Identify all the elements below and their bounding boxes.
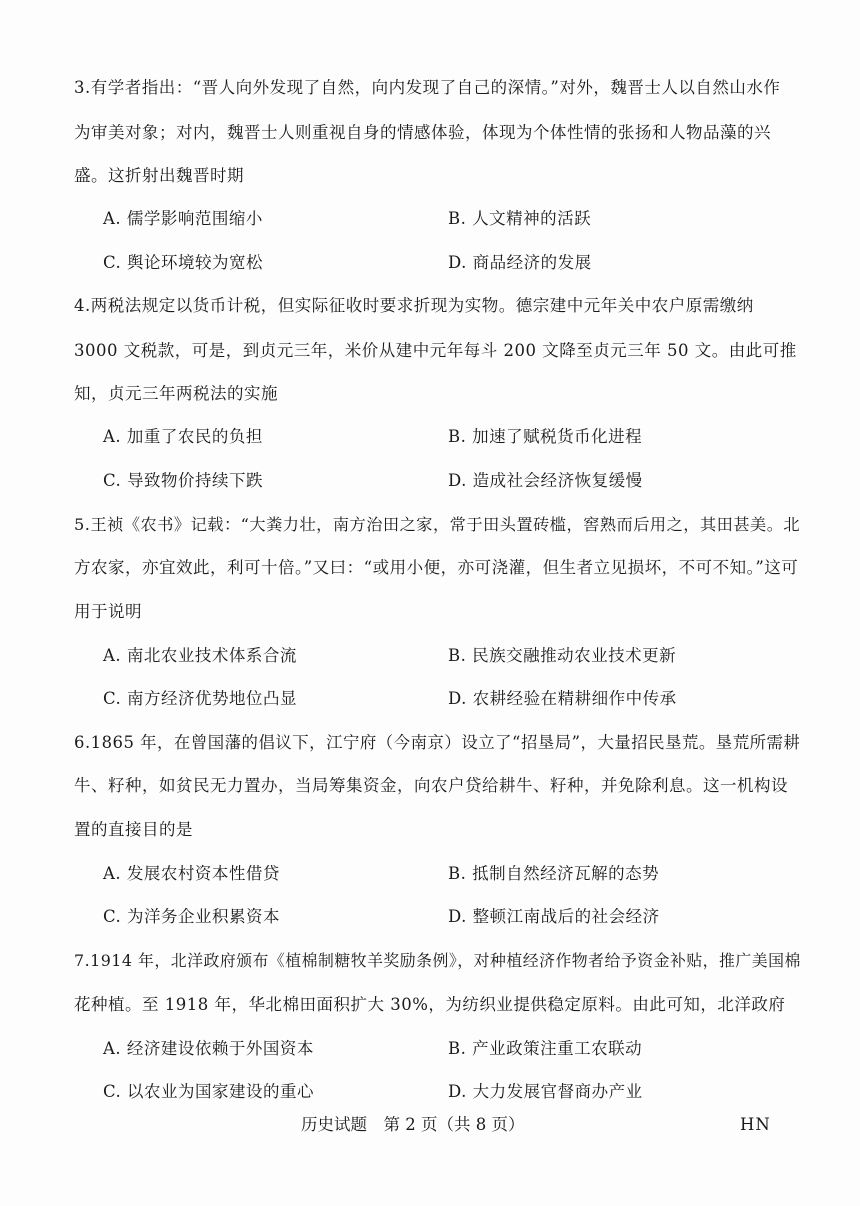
question-4-line-3: 知，贞元三年两税法的实施 (74, 384, 278, 403)
question-6-option-a: A. 发展农村资本性借贷 (103, 864, 280, 883)
question-7-option-c: C. 以农业为国家建设的重心 (103, 1082, 315, 1101)
question-3-option-b: B. 人文精神的活跃 (448, 209, 592, 228)
question-4-option-c: C. 导致物价持续下跌 (103, 471, 264, 490)
question-5-option-c: C. 南方经济优势地位凸显 (103, 689, 298, 708)
question-6-option-d: D. 整顿江南战后的社会经济 (448, 907, 660, 926)
question-7-line-1: 7.1914 年，北洋政府颁布《植棉制糖牧羊奖励条例》，对种植经济作物者给予资金补贴，推广美国棉 (74, 951, 801, 970)
question-6-option-b: B. 抵制自然经济瓦解的态势 (448, 864, 660, 883)
page-footer-label: 历史试题 第 2 页（共 8 页） (301, 1115, 525, 1134)
question-5-option-a: A. 南北农业技术体系合流 (103, 646, 297, 665)
question-6-line-2: 牛、籽种，如贫民无力置办，当局筹集资金，向农户贷给耕牛、籽种，并免除利息。这一机构设 (74, 776, 788, 795)
question-5-line-1: 5.王祯《农书》记载：“大粪力壮，南方治田之家，常于田头置砖槛，窖熟而后用之，其田甚美。北 (74, 515, 801, 534)
question-3-line-3: 盛。这折射出魏晋时期 (74, 166, 244, 185)
question-4-line-2: 3000 文税款，可是，到贞元三年，米价从建中元年每斗 200 文降至贞元三年 50 文。由此可推 (74, 341, 797, 360)
question-5-option-b: B. 民族交融推动农业技术更新 (448, 646, 677, 665)
question-3-line-2: 为审美对象；对内，魏晋士人则重视自身的情感体验，体现为个体性情的张扬和人物品藻的兴 (74, 123, 771, 142)
question-5-line-3: 用于说明 (74, 602, 142, 621)
question-3-option-a: A. 儒学影响范围缩小 (103, 209, 263, 228)
page-footer-code: HN (740, 1115, 771, 1134)
question-3-option-d: D. 商品经济的发展 (448, 253, 592, 272)
question-4-option-b: B. 加速了赋税货币化进程 (448, 427, 643, 446)
question-6-line-3: 置的直接目的是 (74, 820, 193, 839)
question-6-option-c: C. 为洋务企业积累资本 (103, 907, 281, 926)
question-4-option-a: A. 加重了农民的负担 (103, 427, 263, 446)
question-5-line-2: 方农家，亦宜效此，利可十倍。”又曰：“或用小便，亦可浇灌，但生者立见损坏，不可不知。”这可 (74, 558, 799, 577)
question-7-line-2: 花种植。至 1918 年，华北棉田面积扩大 30%，为纺织业提供稳定原料。由此可知，北洋政府 (74, 995, 786, 1014)
question-3-line-1: 3.有学者指出：“晋人向外发现了自然，向内发现了自己的深情。”对外，魏晋士人以自然山水作 (74, 78, 781, 97)
question-3-option-c: C. 舆论环境较为宽松 (103, 253, 264, 272)
question-7-option-a: A. 经济建设依赖于外国资本 (103, 1039, 314, 1058)
question-7-option-b: B. 产业政策注重工农联动 (448, 1039, 643, 1058)
question-7-option-d: D. 大力发展官督商办产业 (448, 1082, 643, 1101)
question-6-line-1: 6.1865 年，在曾国藩的倡议下，江宁府（今南京）设立了“招垦局”，大量招民垦荒。垦荒所需耕 (74, 733, 801, 752)
question-4-option-d: D. 造成社会经济恢复缓慢 (448, 471, 643, 490)
question-4-line-1: 4.两税法规定以货币计税，但实际征收时要求折现为实物。德宗建中元年关中农户原需缴纳 (74, 296, 754, 315)
question-5-option-d: D. 农耕经验在精耕细作中传承 (448, 689, 677, 708)
